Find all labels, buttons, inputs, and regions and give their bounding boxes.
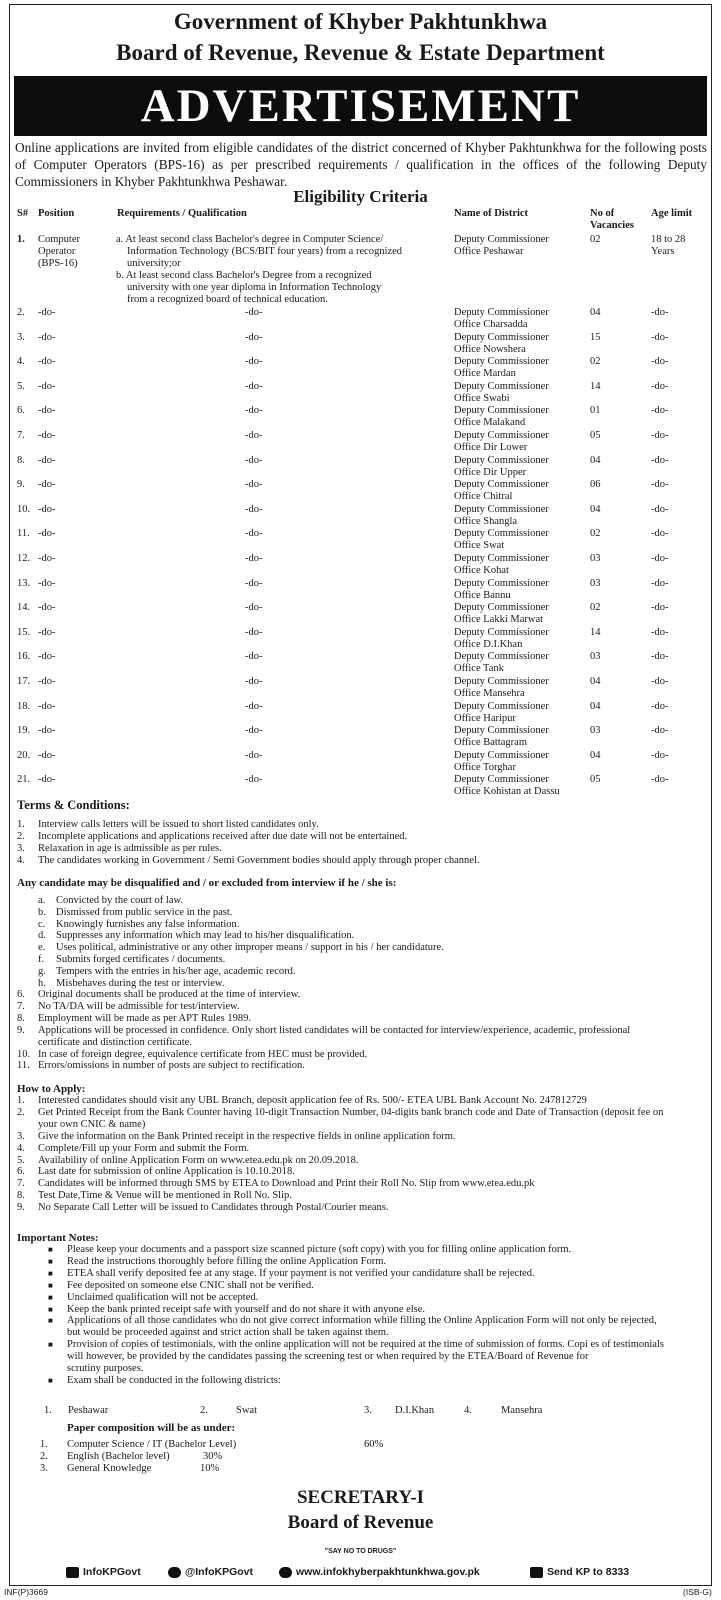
table-row-requirements: -do- [245,356,263,368]
disq-item-text: Uses political, administrative or any other improper means / support in his / her candidature. [56,942,444,954]
table-row-position: -do- [38,307,56,318]
apply-item-number: 2. [17,1106,25,1118]
table-row-sno: 8. [17,454,25,466]
term-item-number: 8. [17,1012,25,1024]
note-text: ETEA shall verify deposited fee at any stage. If your payment is not verified your candidature shall be rejected. [67,1267,535,1279]
paper-number: 2. [40,1451,48,1462]
col-header-vacancies-1: No of [590,208,615,219]
disq-item-number: a. [38,895,46,906]
bullet-icon: ■ [48,1304,53,1314]
apply-item-text: your own CNIC & name) [38,1118,146,1130]
table-row-district-office: Office Kohat [454,565,509,576]
exam-district-name: Swat [236,1405,257,1416]
table-row-requirements: -do- [245,454,263,466]
exam-district-name: D.I.Khan [395,1405,435,1416]
table-row-district-office: Office Dir Lower [454,442,528,453]
table-row-vacancies: 06 [590,479,601,491]
table-row-position: -do- [38,430,56,441]
apply-item-text: Candidates will be informed through SMS by ETEA to Download and Print their Roll No. Slip from www.etea.edu.pk [38,1178,535,1190]
apply-item-number: 4. [17,1142,25,1154]
table-row-sno: 16. [17,651,31,663]
col-header-sno: S# [17,208,29,219]
note-text: Unclaimed qualification will not be accepted. [67,1291,259,1303]
table-row-position: -do- [38,676,56,687]
exam-district-number: 3. [364,1405,372,1416]
table-row-district-office: Office Swat [454,540,505,552]
apply-item-text: Get Printed Receipt from the Bank Counter having 10-digit Transaction Number, 04-digits bank branch code and Date of Transaction (deposit fee on [38,1106,664,1118]
header-line-2: Board of Revenue, Revenue & Estate Department [116,40,605,65]
paper-percentage: 60% [364,1439,384,1450]
apply-item-number: 5. [17,1154,25,1166]
table-row-age: -do- [651,651,669,663]
table-row-vacancies: 14 [590,380,601,392]
note-text: Applications of all those candidates who do not give correct information while filling the Online Application Form will not only be rejected, [67,1315,657,1327]
table-row-age: -do- [651,331,669,343]
term-item-text: In case of foreign degree, equivalence certificate from HEC must be provided. [38,1048,368,1060]
disq-item-text: Tempers with the entries in his/her age, academic record. [56,965,296,977]
term-item-number: 10. [17,1048,31,1060]
bullet-icon: ■ [48,1292,53,1302]
term-item-text: Employment will be made as per APT Rules 1989. [38,1012,251,1024]
disqualification-title: Any candidate may be disqualified and / or excluded from interview if he / she is: [17,877,397,889]
table-row-requirements: -do- [245,676,263,687]
table-row-district-prefix: Deputy Commissioner [454,307,549,318]
table-row-sno: 18. [17,700,31,712]
table-row-vacancies: 05 [590,774,601,786]
note-text: Fee deposited on someone else CNIC shall not be verified. [67,1279,314,1291]
footer-facebook: InfoKPGovt [83,1566,141,1578]
table-row-requirements: -do- [245,380,263,392]
term-item-text: The candidates working in Government / Semi Government bodies should apply through proper channel. [38,854,480,866]
term-item-text: certificate and distinction certificate. [38,1036,192,1048]
table-row-vacancies: 01 [590,405,601,417]
table-row-requirements: -do- [245,725,263,737]
table-row-district-prefix: Deputy Commissioner [454,553,549,564]
col-header-vacancies-2: Vacancies [590,220,634,231]
term-item-number: 9. [17,1024,25,1036]
table-row-district-office: Office Shangla [454,515,518,527]
paper-number: 1. [40,1439,48,1450]
disq-item-text: Suppresses any information which may lead to his/her disqualification. [56,930,355,942]
table-row-district-prefix: Deputy Commissioner [454,577,549,589]
paper-percentage: 30% [203,1451,223,1462]
note-text: Keep the bank printed receipt safe with yourself and do not share it with anyone else. [67,1303,426,1315]
table-row-age: -do- [651,676,669,687]
table-row-position: -do- [38,479,56,491]
table-row-requirements: -do- [245,577,263,589]
disq-item-number: b. [38,906,46,918]
table-row-vacancies: 04 [590,700,601,712]
table-row-requirements: -do- [245,479,263,491]
bullet-icon: ■ [48,1256,53,1266]
bullet-icon: ■ [48,1316,53,1326]
globe-icon [279,1567,292,1578]
facebook-icon [66,1567,79,1578]
table-row-position: -do- [38,356,56,368]
table-row-sno: 3. [17,331,25,343]
table-row-vacancies: 04 [590,676,601,687]
col-header-requirements: Requirements / Qualification [117,208,247,219]
table-row-requirements: -do- [245,774,263,786]
table-row-district-office: Office Charsadda [454,319,528,330]
table-row-position: -do- [38,503,56,515]
table-row-requirements: -do- [245,528,263,540]
disq-item-number: d. [38,930,46,942]
table-row-age: -do- [651,356,669,368]
table-row-sno: 21. [17,774,31,786]
paper-subject: English (Bachelor level) [67,1451,170,1462]
table-row-district-office: Office Chitral [454,491,513,503]
twitter-icon [168,1567,181,1578]
table-row-age: -do- [651,503,669,515]
note-text: scrutiny purposes. [67,1363,144,1374]
row-1-req-a-3: university;or [127,258,181,269]
slogan: "SAY NO TO DRUGS" [324,1548,397,1555]
table-row-district-office: Office Kohistan at Dassu [454,786,560,798]
apply-item-number: 7. [17,1178,25,1190]
apply-item-text: No Separate Call Letter will be issued to Candidates through Postal/Courier means. [38,1202,389,1214]
term-item-number: 4. [17,854,25,866]
table-row-district-prefix: Deputy Commissioner [454,503,549,515]
table-row-district-office: Office Malakand [454,417,526,429]
table-row-age: -do- [651,749,669,761]
eligibility-title: Eligibility Criteria [293,187,428,206]
table-row-vacancies: 02 [590,356,601,368]
table-row-district-prefix: Deputy Commissioner [454,626,549,638]
table-row-district-prefix: Deputy Commissioner [454,651,549,663]
table-row-vacancies: 02 [590,528,601,540]
note-text: but would be proceeded against and strict action shall be taken against them. [67,1327,389,1339]
table-row-sno: 2. [17,307,25,318]
table-row-district-prefix: Deputy Commissioner [454,479,549,491]
table-row-position: -do- [38,774,56,786]
table-row-district-prefix: Deputy Commissioner [454,749,549,761]
row-1-req-a-2: Information Technology (BCS/BIT four years) from a recognized [127,246,403,257]
disq-item-text: Convicted by the court of law. [56,895,184,906]
table-row-age: -do- [651,602,669,614]
paper-composition-title: Paper composition will be as under: [67,1422,236,1434]
apply-item-number: 1. [17,1095,25,1106]
how-to-apply-title: How to Apply: [17,1083,86,1095]
table-row-district-prefix: Deputy Commissioner [454,356,549,368]
apply-item-text: Interested candidates should visit any UBL Branch, deposit application fee of Rs. 500/- ETEA UBL Bank Account No. 247812729 [38,1095,587,1106]
footer-sms: Send KP to 8333 [547,1566,630,1578]
row-1-position-3: (BPS-16) [38,258,78,269]
disq-item-number: e. [38,942,46,954]
paper-percentage: 10% [200,1463,220,1474]
table-row-position: -do- [38,331,56,343]
term-item-text: Relaxation in age is admissible as per rules. [38,842,222,854]
note-text: Provision of copies of testimonials, with the online application will not be required at the time of submission of forms. Copi es of testimonials [67,1339,664,1351]
advertisement-banner: ADVERTISEMENT [14,76,707,136]
table-row-district-prefix: Deputy Commissioner [454,405,549,417]
table-row-position: -do- [38,700,56,712]
term-item-text: Applications will be processed in confidence. Only short listed candidates will be contacted for interview/experience, academic, professional [38,1024,631,1036]
table-row-sno: 4. [17,356,25,368]
table-row-vacancies: 03 [590,553,601,564]
table-row-vacancies: 04 [590,454,601,466]
table-row-district-prefix: Deputy Commissioner [454,528,549,540]
table-row-district-prefix: Deputy Commissioner [454,700,549,712]
table-row-requirements: -do- [245,503,263,515]
table-row-age: -do- [651,405,669,417]
table-row-district-office: Office Bannu [454,589,511,601]
table-row-vacancies: 03 [590,651,601,663]
signature-title: SECRETARY-I [296,1487,425,1508]
apply-item-text: Complete/Fill up your Form and submit the Form. [38,1142,250,1154]
footer-website: www.infokhyberpakhtunkhwa.gov.pk [296,1566,480,1578]
table-row-sno: 15. [17,626,31,638]
term-item-text: Interview calls letters will be issued to short listed candidates only. [38,819,319,830]
table-row-position: -do- [38,651,56,663]
term-item-text: Original documents shall be produced at the time of interview. [38,989,301,1000]
table-row-sno: 12. [17,553,31,564]
exam-district-number: 4. [464,1405,472,1416]
table-row-vacancies: 04 [590,307,601,318]
col-header-position: Position [38,208,75,219]
table-row-requirements: -do- [245,405,263,417]
disq-item-text: Misbehaves during the test or interview. [56,977,225,989]
table-row-district-office: Office Mansehra [454,688,525,699]
table-row-district-office: Office Tank [454,663,504,675]
table-row-sno: 13. [17,577,31,589]
apply-item-number: 8. [17,1190,25,1202]
table-row-requirements: -do- [245,307,263,318]
disq-item-number: g. [38,965,46,977]
table-row-age: -do- [651,454,669,466]
table-row-sno: 9. [17,479,25,491]
table-row-sno: 11. [17,528,30,540]
col-header-district: Name of District [454,208,529,219]
table-row-sno: 10. [17,503,31,515]
table-row-age: -do- [651,626,669,638]
paper-subject: General Knowledge [67,1463,152,1474]
exam-district-number: 2. [200,1405,208,1416]
table-row-district-prefix: Deputy Commissioner [454,454,549,466]
table-row-position: -do- [38,577,56,589]
footer-twitter: @InfoKPGovt [185,1566,253,1578]
row-1-district-1: Deputy Commissioner [454,234,549,245]
row-1-vacancies: 02 [590,234,601,245]
table-row-sno: 20. [17,749,31,761]
table-row-age: -do- [651,774,669,786]
table-row-district-office: Office Torghar [454,761,516,773]
table-row-age: -do- [651,479,669,491]
term-item-number: 7. [17,1000,25,1012]
table-row-age: -do- [651,307,669,318]
table-row-requirements: -do- [245,602,263,614]
exam-district-name: Peshawar [68,1405,109,1416]
bullet-icon: ■ [48,1375,53,1385]
disq-item-text: Knowingly furnishes any false information. [56,918,240,930]
apply-item-text: Last date for submission of online Application is 10.10.2018. [38,1166,295,1178]
table-row-district-office: Office Lakki Marwat [454,614,544,626]
table-row-district-prefix: Deputy Commissioner [454,676,549,687]
sms-icon [530,1567,543,1578]
table-row-district-prefix: Deputy Commissioner [454,331,549,343]
term-item-text: Errors/omissions in number of posts are subject to rectification. [38,1060,305,1072]
disq-item-number: f. [38,954,45,965]
disq-item-number: h. [38,977,46,989]
table-row-sno: 5. [17,380,25,392]
bullet-icon: ■ [48,1268,53,1278]
table-row-requirements: -do- [245,331,263,343]
row-1-req-b-2: university with one year diploma in Information Technology [127,282,382,293]
apply-item-text: Availability of online Application Form on www.etea.edu.pk on 20.09.2018. [38,1154,359,1166]
note-text: Exam shall be conducted in the following districts: [67,1374,281,1386]
apply-item-text: Test Date,Time & Venue will be mentioned in Roll No. Slip. [38,1190,292,1202]
table-row-district-office: Office Swabi [454,392,510,404]
intro-paragraph: Online applications are invited from eligible candidates of the district concerned of Khyber Pakhtunkhwa for the following posts of Computer Operators (BPS-16) as per prescribed requirements / qualification in the offices of the following Deputy Commissioners in Khyber Pakhtunkhwa Peshawar. [15,140,707,189]
table-row-vacancies: 04 [590,503,601,515]
table-row-district-office: Office D.I.Khan [454,638,523,650]
table-row-district-office: Office Nowshera [454,343,526,355]
table-row-position: -do- [38,626,56,638]
table-row-position: -do- [38,380,56,392]
table-row-vacancies: 04 [590,749,601,761]
term-item-number: 3. [17,842,25,854]
apply-item-number: 6. [17,1166,25,1178]
table-row-position: -do- [38,553,56,564]
table-row-district-office: Office Mardan [454,368,516,380]
bullet-icon: ■ [48,1245,53,1254]
table-row-vacancies: 05 [590,430,601,441]
table-row-vacancies: 03 [590,577,601,589]
note-text: will however, be provided by the candidates passing the screening test or when required by the ETEA/Board of Revenue for [67,1351,589,1363]
term-item-number: 6. [17,989,25,1000]
note-text: Read the instructions thoroughly before filling the online Application Form. [67,1255,387,1267]
table-row-district-prefix: Deputy Commissioner [454,725,549,737]
table-row-age: -do- [651,528,669,540]
table-row-position: -do- [38,405,56,417]
table-row-position: -do- [38,725,56,737]
table-row-position: -do- [38,602,56,614]
table-row-position: -do- [38,749,56,761]
table-row-district-office: Office Battagram [454,737,527,749]
table-row-sno: 7. [17,430,25,441]
table-row-requirements: -do- [245,749,263,761]
row-1-sno: 1. [17,234,25,245]
apply-item-number: 3. [17,1130,25,1142]
table-row-position: -do- [38,528,56,540]
disq-item-number: c. [38,918,46,930]
table-row-vacancies: 14 [590,626,601,638]
header-line-1: Government of Khyber Pakhtunkhwa [173,9,548,34]
reference-left: INF(P)3669 [4,1587,48,1597]
row-1-req-a-1: a. At least second class Bachelor's degree in Computer Science/ [116,234,384,245]
table-row-requirements: -do- [245,626,263,638]
row-1-position-1: Computer [38,234,80,245]
bullet-icon: ■ [48,1340,53,1350]
table-row-district-office: Office Dir Upper [454,466,527,478]
term-item-number: 1. [17,819,25,830]
row-1-age-1: 18 to 28 [651,234,686,245]
table-row-sno: 17. [17,676,31,687]
term-item-number: 2. [17,830,25,842]
table-row-vacancies: 15 [590,331,601,343]
table-row-district-prefix: Deputy Commissioner [454,602,549,614]
table-row-district-prefix: Deputy Commissioner [454,380,549,392]
table-row-district-office: Office Haripur [454,712,516,724]
table-row-position: -do- [38,454,56,466]
reference-right: (ISB-G) [683,1587,712,1597]
row-1-req-b-1: b. At least second class Bachelor's Degree from a recognized [116,270,372,281]
row-1-position-2: Operator [38,246,76,257]
important-notes-title: Important Notes: [17,1232,99,1244]
apply-item-text: Give the information on the Bank Printed receipt in the respective fields in online application form. [38,1130,456,1142]
disq-item-text: Dismissed from public service in the past. [56,906,233,918]
table-row-sno: 19. [17,725,31,737]
row-1-age-2: Years [651,246,675,257]
apply-item-number: 9. [17,1202,25,1214]
table-row-age: -do- [651,430,669,441]
term-item-text: Incomplete applications and applications received after due date will not be entertained. [38,830,408,842]
table-row-age: -do- [651,380,669,392]
disq-item-text: Submits forged certificates / documents. [56,954,226,965]
bullet-icon: ■ [48,1280,53,1290]
table-row-requirements: -do- [245,430,263,441]
signature-office: Board of Revenue [287,1512,434,1533]
table-row-age: -do- [651,700,669,712]
table-row-age: -do- [651,577,669,589]
table-row-district-prefix: Deputy Commissioner [454,774,549,786]
term-item-text: No TA/DA will be admissible for test/interview. [38,1000,240,1012]
row-1-district-2: Office Peshawar [454,246,524,257]
terms-title: Terms & Conditions: [17,798,130,812]
table-row-requirements: -do- [245,651,263,663]
paper-number: 3. [40,1463,48,1474]
term-item-number: 11. [17,1060,30,1072]
table-row-district-prefix: Deputy Commissioner [454,430,549,441]
row-1-req-b-3: from a recognized board of technical education. [127,294,328,305]
exam-district-name: Mansehra [501,1405,543,1416]
table-row-requirements: -do- [245,553,263,564]
table-row-age: -do- [651,553,669,564]
table-row-vacancies: 02 [590,602,601,614]
paper-subject: Computer Science / IT (Bachelor Level) [67,1439,237,1450]
table-row-sno: 14. [17,602,31,614]
table-row-sno: 6. [17,405,25,417]
table-row-age: -do- [651,725,669,737]
table-row-requirements: -do- [245,700,263,712]
col-header-age: Age limit [651,208,693,219]
exam-district-number: 1. [44,1405,52,1416]
note-text: Please keep your documents and a passport size scanned picture (soft copy) with you for filling online application form. [67,1244,572,1255]
table-row-vacancies: 03 [590,725,601,737]
